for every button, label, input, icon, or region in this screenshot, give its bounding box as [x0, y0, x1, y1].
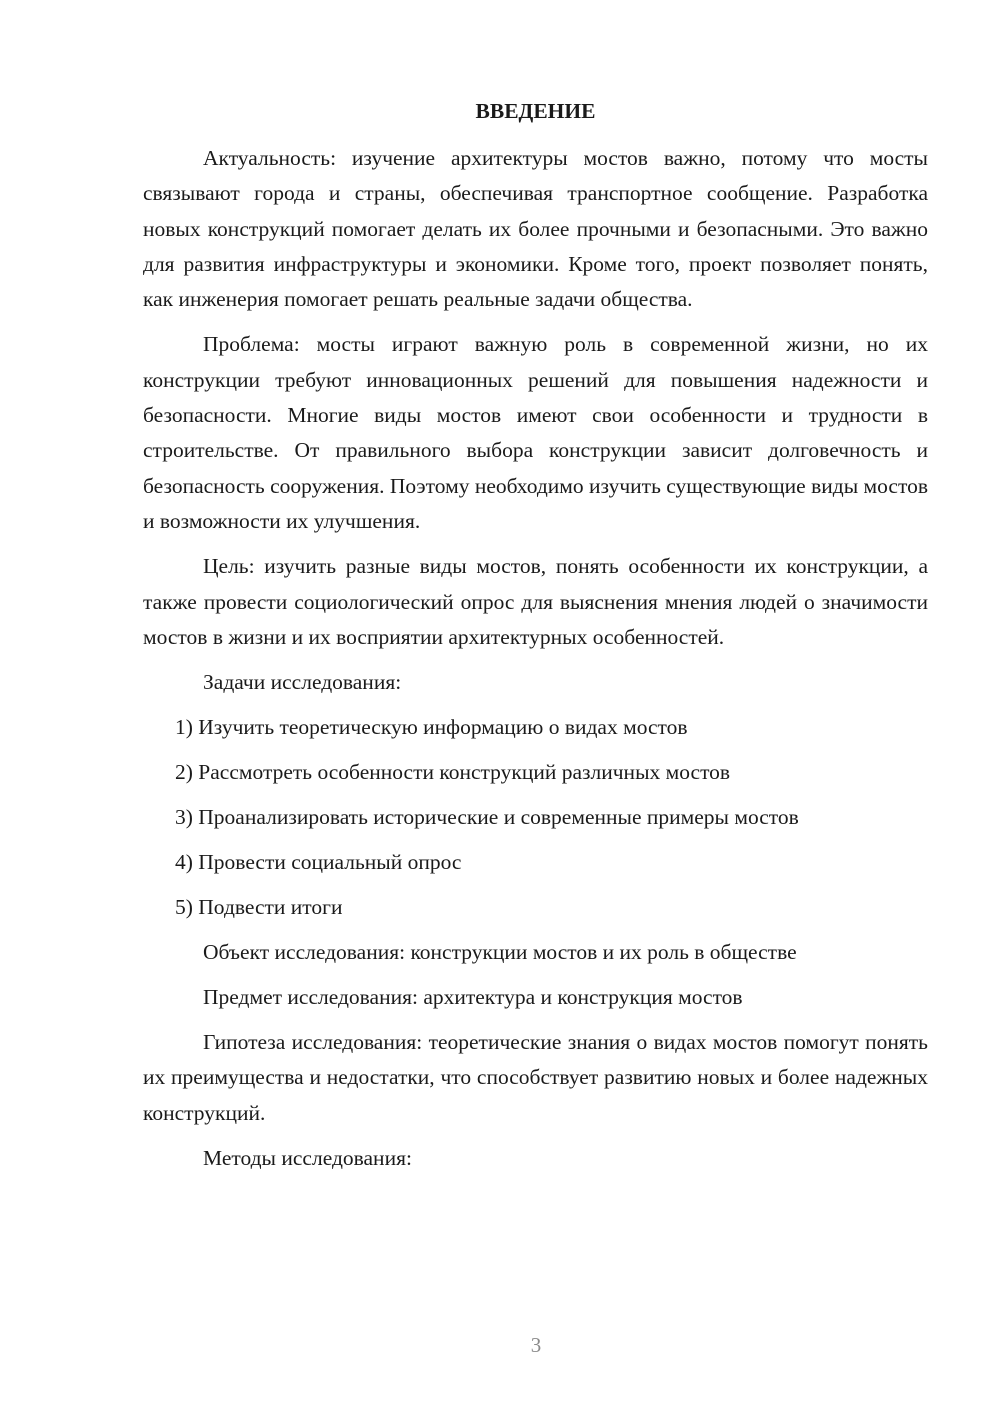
page-content: [143, 94, 928, 1186]
relevance-paragraph: Актуальность: изучение архитектуры мостов важно, потому что мосты связывают города и страны, обеспечивая транспортное сообщение. Разработка новых конструкций помогает делать их более прочными и безопасными. Это важно для развития инфраструктуры и экономики. Кроме того, проект позволяет понять, как инженерия помогает решать реальные задачи общества.: [143, 146, 928, 312]
hypothesis-paragraph: Гипотеза исследования: теоретические знания о видах мостов помогут понять их преимущества и недостатки, что способствует развитию новых и более надежных конструкций.: [143, 1030, 928, 1125]
problem-paragraph: Проблема: мосты играют важную роль в современной жизни, но их конструкции требуют инновационных решений для повышения надежности и безопасности. Многие виды мостов имеют свои особенности и трудности в строительстве. От правильного выбора конструкции зависит долговечность и безопасность сооружения. Поэтому необходимо изучить существующие виды мостов и возможности их улучшения.: [143, 332, 928, 533]
tasks-heading: Задачи исследования:: [203, 670, 402, 695]
page-number: 3: [530, 1333, 542, 1357]
task-item: 2) Рассмотреть особенности конструкций различных мостов: [175, 760, 731, 785]
subject-paragraph: Предмет исследования: архитектура и конструкция мостов: [203, 985, 743, 1010]
object-paragraph: Объект исследования: конструкции мостов и их роль в обществе: [203, 940, 797, 965]
task-item: 3) Проанализировать исторические и современные примеры мостов: [175, 805, 799, 830]
task-item: 4) Провести социальный опрос: [175, 850, 462, 875]
section-heading: ВВЕДЕНИЕ: [475, 99, 596, 123]
methods-heading: Методы исследования:: [203, 1146, 412, 1171]
tasks-list: [143, 710, 928, 925]
task-item: 5) Подвести итоги: [175, 895, 343, 920]
goal-paragraph: Цель: изучить разные виды мостов, понять особенности их конструкции, а также провести социологический опрос для выяснения мнения людей о значимости мостов в жизни и их восприятии архитектурных особенностей.: [143, 554, 928, 649]
task-item: 1) Изучить теоретическую информацию о видах мостов: [175, 715, 688, 740]
